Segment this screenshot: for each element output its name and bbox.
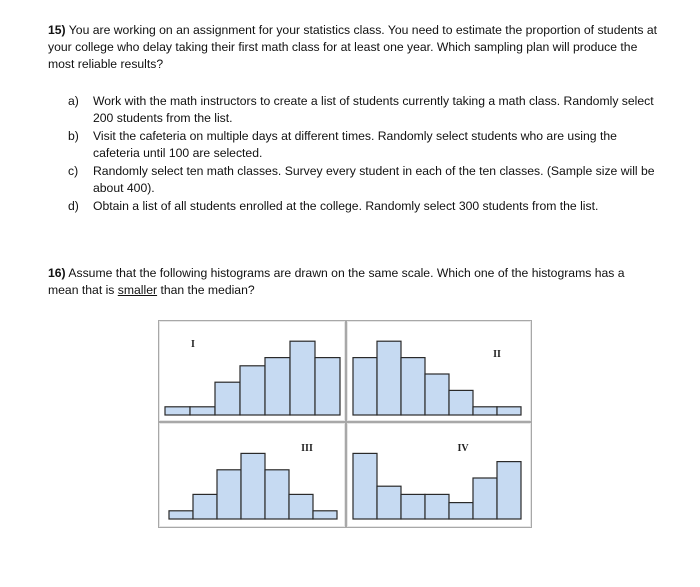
histogram-1-bar [190, 407, 215, 415]
question-16 [48, 265, 648, 299]
histogram-3-bar [313, 511, 337, 519]
histogram-1-bar [215, 382, 240, 415]
histogram-1-bar [165, 407, 190, 415]
histogram-panel-3 [158, 422, 346, 528]
question-16-text-after: than the median? [157, 283, 255, 297]
option-a-text: Work with the math instructors to create a list of students currently taking a math class. Randomly select 200 students from the list. [93, 94, 654, 125]
option-d-letter: d) [68, 199, 79, 213]
histogram-4-label: IV [457, 443, 469, 454]
histogram-2-label: II [493, 349, 501, 360]
histogram-3-bar [193, 494, 217, 519]
histogram-2-bar [377, 341, 401, 415]
histogram-1-bar [240, 366, 265, 415]
question-15-text: You are working on an assignment for your statistics class. You need to estimate the proportion of students at your college who delay taking their first math class for at least one year. Which sampling plan will produce the most reliable results? [48, 23, 658, 71]
option-d [68, 198, 658, 215]
histogram-panel-4 [346, 422, 532, 528]
histogram-2-bar [449, 390, 473, 415]
option-c-text: Randomly select ten math classes. Survey every student in each of the ten classes. (Sample size will be about 400). [93, 164, 655, 195]
option-a-letter: a) [68, 94, 79, 108]
histogram-4-bar [497, 462, 521, 519]
histogram-2-bar [353, 358, 377, 415]
histogram-4-bar [401, 494, 425, 519]
question-15-options [68, 93, 658, 216]
option-a [68, 93, 658, 127]
histogram-4-bar [425, 494, 449, 519]
histogram-4-bar [449, 503, 473, 519]
histogram-4-svg [347, 423, 531, 527]
histogram-1-bar [290, 341, 315, 415]
histogram-3-bar [217, 470, 241, 519]
histogram-2-bar [473, 407, 497, 415]
histogram-3-bar [169, 511, 193, 519]
histogram-2-svg [347, 321, 531, 421]
histogram-3-svg [159, 423, 345, 527]
option-b-letter: b) [68, 129, 79, 143]
histogram-3-bar [289, 494, 313, 519]
question-16-text-before: Assume that the following histograms are drawn on the same scale. Which one of the histograms has a mean that is [48, 266, 625, 297]
option-b-text: Visit the cafeteria on multiple days at different times. Randomly select students who are using the cafeteria until 100 are selected. [93, 129, 617, 160]
histogram-panel-2 [346, 320, 532, 422]
histogram-1-svg [159, 321, 345, 421]
histogram-3-label: III [301, 443, 313, 454]
histogram-3-bar [241, 453, 265, 519]
option-b [68, 128, 658, 162]
question-15-number: 15) [48, 23, 66, 37]
option-c [68, 163, 658, 197]
question-16-underlined-word: smaller [117, 283, 158, 297]
question-16-number: 16) [48, 266, 66, 280]
histogram-3-bar [265, 470, 289, 519]
option-c-letter: c) [68, 164, 79, 178]
histogram-4-bar [377, 486, 401, 519]
histogram-4-bar [353, 453, 377, 519]
option-d-text: Obtain a list of all students enrolled at the college. Randomly select 300 students from the list. [93, 199, 599, 213]
histogram-1-bar [315, 358, 340, 415]
histogram-panel-1 [158, 320, 346, 422]
histogram-1-bar [265, 358, 290, 415]
histogram-2-bar [401, 358, 425, 415]
histogram-4-bar [473, 478, 497, 519]
histogram-1-label: I [191, 339, 195, 350]
histogram-2-bar [497, 407, 521, 415]
histogram-2-bar [425, 374, 449, 415]
question-15 [48, 22, 658, 73]
